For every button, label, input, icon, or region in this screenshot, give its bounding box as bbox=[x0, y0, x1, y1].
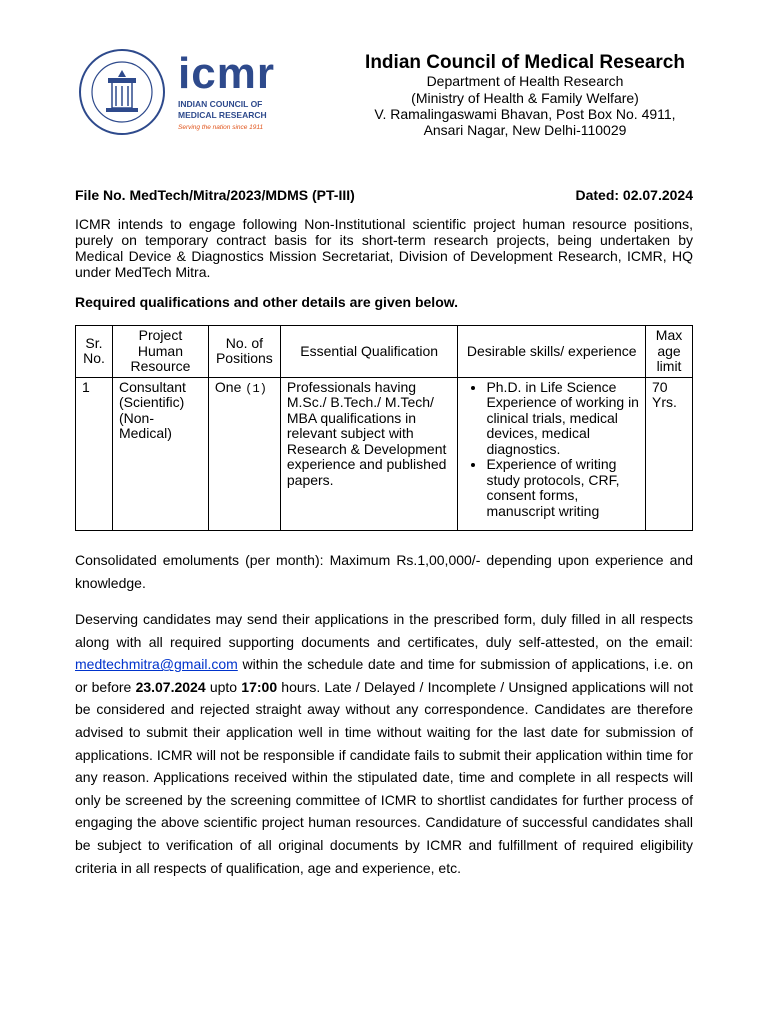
header-desirable: Desirable skills/ experience bbox=[458, 326, 646, 378]
file-number: File No. MedTech/Mitra/2023/MDMS (PT-III) bbox=[75, 187, 355, 203]
required-heading: Required qualifications and other details are given below. bbox=[75, 294, 459, 310]
cell-positions: One (1) bbox=[208, 377, 280, 530]
deadline-time: 17:00 bbox=[241, 678, 278, 695]
header-positions: No. of Positions bbox=[208, 326, 280, 378]
header-essential: Essential Qualification bbox=[280, 326, 458, 378]
application-paragraph: Deserving candidates may send their applications in the prescribed form, duly filled in all respects along with all required supporting documents and certificates, duly self-attested, on the email: medtechmitra@gmail.com within the schedule date and time for submission of applications, i.e. on or before 23.07.2024 upto 17:00 hours. Late / Delayed / Incomplete / Unsigned applications will not be considered and rejected straight away without any correspondence. Candidates are therefore advised to submit their application well in time without waiting for the last date for submission of applications. ICMR will not be responsible if candidate fails to submit their application within time for any reason. Applications received within the stipulated date, time and complete in all respects will only be screened by the screening committee of ICMR to shortlist candidates for further process of engaging the above scientific project human resources. Candidature of successful candidates shall be subject to verification of all original documents by ICMR and fulfillment of required eligibility criteria in all respects of qualification, age and experience, etc. bbox=[75, 611, 693, 876]
org-title: Indian Council of Medical Research bbox=[365, 52, 685, 73]
skill-item: • Ph.D. in Life Science Experience of working in clinical trials, medical devices, medical diagnostics. bbox=[486, 380, 639, 458]
intro-paragraph: ICMR intends to engage following Non-Institutional scientific project human resource positions, purely on temporary contract basis for its short-term research projects, being undertaken by Medical Device & Diagnostics Mission Secretariat, Division of Development Research, ICMR, HQ under MedTech Mitra. bbox=[75, 216, 693, 280]
dated: Dated: 02.07.2024 bbox=[575, 187, 693, 203]
emblem-seal-icon bbox=[78, 48, 166, 136]
cell-age: 70 Yrs. bbox=[646, 377, 693, 530]
table-header-row bbox=[76, 326, 693, 378]
cell-skills bbox=[458, 377, 646, 530]
logo-line-2: MEDICAL RESEARCH bbox=[178, 110, 267, 120]
qualification-table bbox=[75, 325, 693, 531]
skill-item: • Experience of writing study protocols, CRF, consent forms, manuscript writing bbox=[486, 457, 639, 519]
cell-resource: Consultant (Scientific) (Non-Medical) bbox=[112, 377, 208, 530]
icmr-logo: icmr bbox=[178, 49, 275, 98]
emoluments-paragraph: Consolidated emoluments (per month): Maximum Rs.1,00,000/- depending upon experience and knowledge. bbox=[75, 552, 693, 591]
header-resource: Project Human Resource bbox=[112, 326, 208, 378]
org-dept: Department of Health Research bbox=[426, 73, 624, 89]
logo-line-1: INDIAN COUNCIL OF bbox=[178, 99, 263, 109]
cell-qualification: Professionals having M.Sc./ B.Tech./ M.Tech/ MBA qualifications in relevant subject with Research & Development experience and published papers. bbox=[280, 377, 458, 530]
table-row bbox=[76, 377, 693, 530]
org-address-2: Ansari Nagar, New Delhi-110029 bbox=[423, 122, 627, 138]
deadline-date: 23.07.2024 bbox=[135, 678, 206, 695]
org-ministry: (Ministry of Health & Family Welfare) bbox=[411, 90, 639, 106]
header-age: Max age limit bbox=[646, 326, 693, 378]
org-address-1: V. Ramalingaswami Bhavan, Post Box No. 4911, bbox=[374, 106, 676, 122]
header-sr-no: Sr. No. bbox=[76, 326, 113, 378]
cell-sr: 1 bbox=[76, 377, 113, 530]
email-link[interactable]: medtechmitra@gmail.com bbox=[75, 656, 238, 673]
logo-tagline: Serving the nation since 1911 bbox=[178, 124, 264, 131]
